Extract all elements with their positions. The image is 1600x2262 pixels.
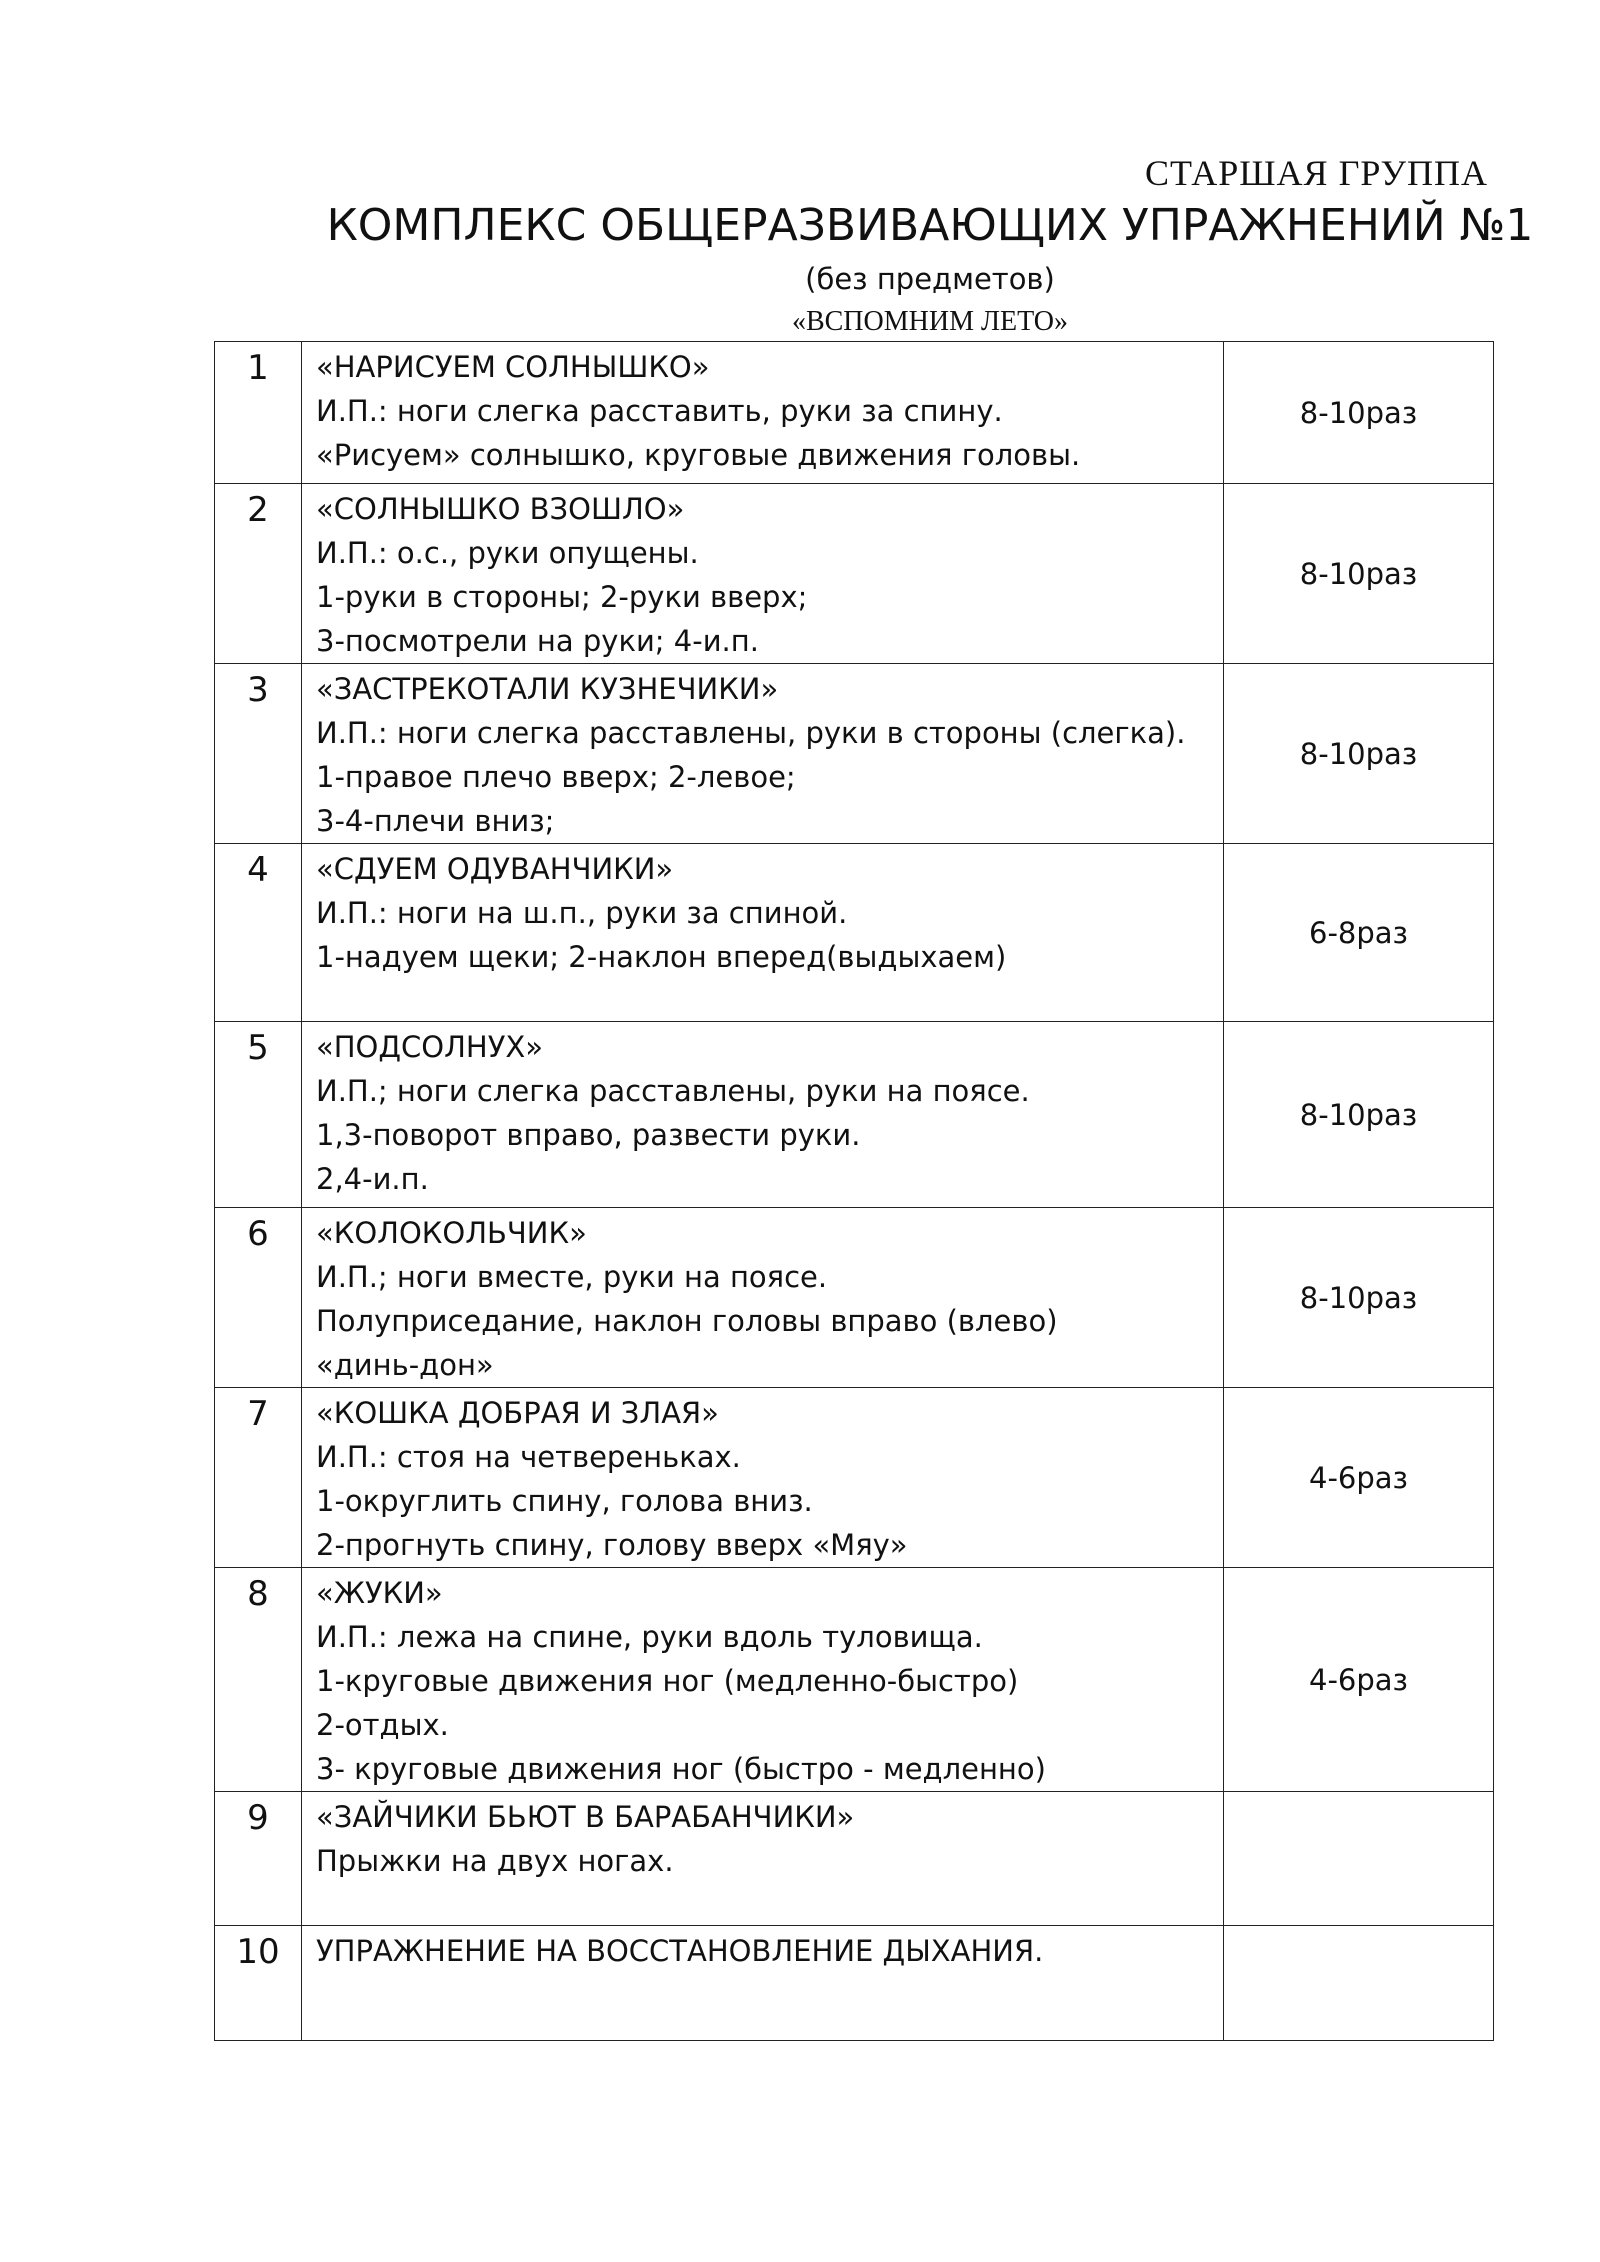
table-row [215,844,1494,1022]
exercise-line: 1-круговые движения ног (медленно-быстро) [316,1664,1019,1698]
exercise-name: «ЗАЙЧИКИ БЬЮТ В БАРАБАНЧИКИ» [316,1800,855,1834]
exercise-reps: 4-6раз [1224,1388,1494,1568]
exercise-line: И.П.: лежа на спине, руки вдоль туловища. [316,1620,983,1654]
exercise-reps: 8-10раз [1224,342,1494,484]
exercise-line: 1-округлить спину, голова вниз. [316,1484,813,1518]
table-row [215,1926,1494,2041]
exercise-line: Прыжки на двух ногах. [316,1844,674,1878]
exercise-number: 2 [215,484,302,664]
exercise-line: 1-надуем щеки; 2-наклон вперед(выдыхаем) [316,940,1007,974]
exercise-line: И.П.: ноги на ш.п., руки за спиной. [316,896,848,930]
exercise-name: «НАРИСУЕМ СОЛНЫШКО» [316,350,710,384]
exercise-line: И.П.: о.с., руки опущены. [316,536,699,570]
theme-title: «ВСПОМНИМ ЛЕТО» [791,306,1069,337]
exercise-line: «динь-дон» [316,1348,494,1382]
page-title: КОМПЛЕКС ОБЩЕРАЗВИВАЮЩИХ УПРАЖНЕНИЙ №1 [326,200,1534,251]
exercise-reps: 8-10раз [1224,1208,1494,1388]
exercise-name: «СОЛНЫШКО ВЗОШЛО» [316,492,685,526]
exercise-name: «ЗАСТРЕКОТАЛИ КУЗНЕЧИКИ» [316,672,779,706]
exercise-line: И.П.: ноги слегка расставить, руки за спину. [316,394,1003,428]
exercise-name: «КОШКА ДОБРАЯ И ЗЛАЯ» [316,1396,719,1430]
exercise-name: «ПОДСОЛНУХ» [316,1030,544,1064]
exercise-description [302,1926,1224,2041]
exercise-line: Полуприседание, наклон головы вправо (влево) [316,1304,1058,1338]
exercise-description [302,1022,1224,1208]
exercise-number: 1 [215,342,302,484]
exercise-line: 1-правое плечо вверх; 2-левое; [316,760,796,794]
exercise-name: УПРАЖНЕНИЕ НА ВОССТАНОВЛЕНИЕ ДЫХАНИЯ. [316,1934,1044,1968]
exercise-description [302,484,1224,664]
exercise-line: И.П.; ноги вместе, руки на поясе. [316,1260,828,1294]
group-label: СТАРШАЯ ГРУППА [1145,153,1488,193]
exercise-line: И.П.: стоя на четвереньках. [316,1440,741,1474]
table-row [215,1022,1494,1208]
exercise-name: «ЖУКИ» [316,1576,443,1610]
exercise-reps: 8-10раз [1224,1022,1494,1208]
exercise-description [302,1792,1224,1926]
exercise-line: 1,3-поворот вправо, развести руки. [316,1118,861,1152]
exercise-number: 9 [215,1792,302,1926]
exercise-description [302,664,1224,844]
exercise-line: «Рисуем» солнышко, круговые движения головы. [316,438,1081,472]
exercise-name: «КОЛОКОЛЬЧИК» [316,1216,587,1250]
exercise-line: И.П.: ноги слегка расставлены, руки в стороны (слегка). [316,716,1186,750]
table-row [215,1208,1494,1388]
table-row [215,1568,1494,1792]
exercise-description [302,844,1224,1022]
exercise-number: 4 [215,844,302,1022]
exercise-name: «СДУЕМ ОДУВАНЧИКИ» [316,852,674,886]
exercise-reps [1224,1792,1494,1926]
exercise-number: 6 [215,1208,302,1388]
exercise-description [302,1568,1224,1792]
exercise-line: 3- круговые движения ног (быстро - медленно) [316,1752,1046,1786]
exercise-line: 2,4-и.п. [316,1162,429,1196]
exercise-reps: 8-10раз [1224,484,1494,664]
exercise-line: 2-отдых. [316,1708,449,1742]
exercise-number: 7 [215,1388,302,1568]
table-row [215,484,1494,664]
table-row [215,664,1494,844]
table-row [215,1792,1494,1926]
exercise-reps [1224,1926,1494,2041]
exercise-reps: 6-8раз [1224,844,1494,1022]
exercise-reps: 4-6раз [1224,1568,1494,1792]
table-row [215,342,1494,484]
exercise-table [214,341,1494,2041]
exercise-description [302,342,1224,484]
subtitle: (без предметов) [805,262,1055,296]
exercise-reps: 8-10раз [1224,664,1494,844]
exercise-line: 3-посмотрели на руки; 4-и.п. [316,624,759,658]
exercise-number: 3 [215,664,302,844]
exercise-line: 2-прогнуть спину, голову вверх «Мяу» [316,1528,908,1562]
exercise-number: 10 [215,1926,302,2041]
exercise-line: И.П.; ноги слегка расставлены, руки на поясе. [316,1074,1030,1108]
exercise-line: 1-руки в стороны; 2-руки вверх; [316,580,808,614]
exercise-number: 5 [215,1022,302,1208]
exercise-line: 3-4-плечи вниз; [316,804,555,838]
exercise-description [302,1208,1224,1388]
exercise-number: 8 [215,1568,302,1792]
table-row [215,1388,1494,1568]
exercise-description [302,1388,1224,1568]
